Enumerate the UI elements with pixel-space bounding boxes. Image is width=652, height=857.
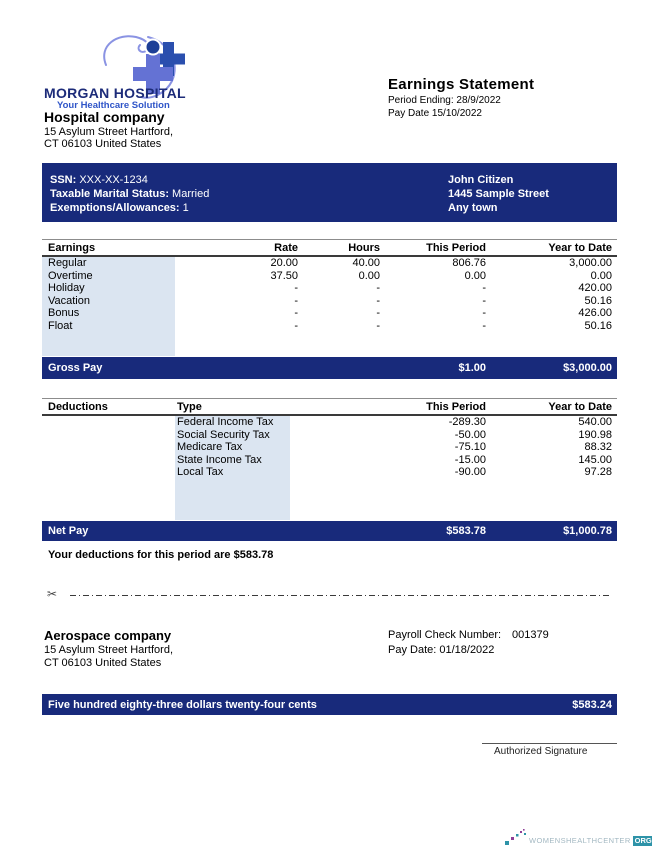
rate-value: - — [294, 307, 298, 319]
rate-value: 20.00 — [270, 257, 298, 269]
spacer — [42, 441, 175, 454]
gross-pay-ytd: $3,000.00 — [563, 362, 612, 374]
hours-value: - — [376, 307, 380, 319]
ytd-value: 0.00 — [590, 269, 612, 282]
spacer — [42, 466, 175, 479]
period-ending: Period Ending: 28/9/2022 — [388, 95, 501, 106]
exemptions-line — [50, 201, 209, 215]
footer-site-text: WOMENSHEALTHCENTER — [529, 836, 631, 845]
check-amount-bar — [42, 694, 617, 715]
pay-date: Pay Date 15/10/2022 — [388, 108, 482, 119]
statement-title: Earnings Statement — [388, 76, 535, 93]
payroll-check-number-value: 001379 — [512, 629, 549, 641]
check-company-name: Aerospace company — [44, 628, 172, 643]
company-address-line1: 15 Asylum Street Hartford, — [44, 126, 173, 138]
ytd-value: 50.16 — [584, 319, 612, 332]
marital-value: Married — [169, 188, 210, 200]
this-period-value: 0.00 — [464, 269, 486, 282]
gross-pay-this-period: $1.00 — [458, 362, 486, 374]
authorized-signature-label: Authorized Signature — [494, 746, 588, 757]
ytd-value: 426.00 — [578, 307, 612, 319]
earnings-table — [42, 239, 617, 356]
statement-header — [388, 76, 534, 119]
ytd-value: 145.00 — [578, 453, 612, 466]
rate-header: Rate — [274, 241, 298, 254]
ytd-value: 50.16 — [584, 294, 612, 307]
employee-tax-info — [50, 173, 209, 215]
exemptions-value: 1 — [179, 202, 189, 214]
table-row — [42, 307, 617, 320]
employee-info-bar — [42, 163, 617, 222]
type-header: Type — [177, 400, 202, 413]
ssn-line — [50, 173, 209, 187]
rate-value: - — [294, 282, 298, 294]
this-period-value: -75.10 — [454, 441, 486, 453]
deduction-type: State Income Tax — [177, 453, 262, 466]
earning-type: Float — [48, 319, 73, 332]
footer-org-badge: ORG — [634, 836, 652, 845]
this-period-value: - — [482, 307, 486, 319]
payroll-check-number-line — [388, 629, 549, 641]
table-row — [42, 416, 617, 429]
this-period-value: -50.00 — [454, 428, 486, 441]
earning-type: Overtime — [48, 269, 93, 282]
table-row — [42, 270, 617, 283]
table-row — [42, 441, 617, 454]
company-name: Hospital company — [44, 109, 165, 125]
ssn-label: SSN: — [50, 174, 77, 186]
check-pay-date: Pay Date: 01/18/2022 — [388, 644, 495, 656]
spacer — [42, 454, 175, 467]
earning-type: Bonus — [48, 307, 80, 319]
hours-value: 0.00 — [358, 269, 380, 282]
this-period-value: - — [482, 294, 486, 307]
deductions-note: Your deductions for this period are $583.78 — [48, 549, 274, 561]
earning-type: Holiday — [48, 282, 85, 294]
scissors-icon: ✂ — [47, 587, 58, 601]
swirl-icon — [104, 36, 149, 65]
ytd-value: 540.00 — [578, 416, 612, 428]
this-period-value: 806.76 — [452, 257, 486, 269]
year-to-date-header: Year to Date — [548, 400, 612, 413]
this-period-value: - — [482, 319, 486, 332]
payroll-check-number-label: Payroll Check Number: — [388, 629, 502, 641]
ytd-value: 3,000.00 — [569, 257, 612, 269]
employee-address1: 1445 Sample Street — [448, 188, 549, 200]
table-row — [42, 466, 617, 479]
table-row — [42, 429, 617, 442]
deduction-type: Social Security Tax — [177, 428, 270, 441]
ssn-value: XXX-XX-1234 — [76, 174, 148, 186]
deduction-type: Local Tax — [177, 466, 224, 478]
deduction-type: Federal Income Tax — [177, 416, 274, 428]
amount-numeric: $583.24 — [572, 698, 612, 711]
employee-address — [448, 173, 549, 215]
cut-here-dashed-line — [70, 595, 610, 596]
ytd-value: 190.98 — [578, 428, 612, 441]
deduction-type: Medicare Tax — [177, 441, 243, 453]
deductions-table-body — [42, 416, 617, 520]
this-period-value: -90.00 — [454, 466, 486, 478]
amount-in-words: Five hundred eighty-three dollars twenty-four cents — [48, 698, 317, 711]
hours-value: 40.00 — [352, 257, 380, 269]
this-period-value: -15.00 — [454, 453, 486, 466]
check-company-address-line1: 15 Asylum Street Hartford, — [44, 644, 173, 656]
gross-pay-bar — [42, 357, 617, 379]
ytd-value: 97.28 — [584, 466, 612, 478]
table-row — [42, 320, 617, 333]
deductions-header-label: Deductions — [48, 400, 108, 413]
net-pay-bar — [42, 521, 617, 541]
year-to-date-header: Year to Date — [548, 241, 612, 254]
hours-value: - — [376, 282, 380, 294]
this-period-value: - — [482, 282, 486, 294]
employee-address2: Any town — [448, 202, 498, 214]
rate-value: - — [294, 319, 298, 332]
circle-icon — [146, 40, 161, 55]
exemptions-label: Exemptions/Allowances: — [50, 202, 180, 214]
earnings-header-label: Earnings — [48, 241, 96, 254]
net-pay-label: Net Pay — [48, 525, 89, 537]
table-row — [42, 295, 617, 308]
table-row — [42, 257, 617, 270]
net-pay-this-period: $583.78 — [446, 525, 486, 537]
earnings-table-body — [42, 257, 617, 356]
this-period-header: This Period — [426, 400, 486, 413]
signature-line — [482, 743, 617, 744]
spacer — [42, 429, 175, 442]
table-row — [42, 454, 617, 467]
deductions-table — [42, 398, 617, 520]
ytd-value: 420.00 — [578, 282, 612, 294]
check-company-address-line2: CT 06103 United States — [44, 657, 162, 669]
spacer — [42, 416, 175, 429]
earning-type: Regular — [48, 257, 87, 269]
this-period-value: -289.30 — [448, 416, 486, 428]
company-address-line2: CT 06103 United States — [44, 138, 162, 150]
earning-type: Vacation — [48, 294, 90, 307]
hours-header: Hours — [348, 241, 380, 254]
rate-value: - — [294, 294, 298, 307]
logo-name: MORGAN HOSPITAL — [44, 85, 186, 101]
dots-logo-icon — [505, 829, 527, 846]
deductions-table-header — [42, 398, 617, 416]
logo-tagline: Your Healthcare Solution — [57, 100, 170, 111]
marital-line — [50, 187, 209, 201]
hours-value: - — [376, 319, 380, 332]
hours-value: - — [376, 294, 380, 307]
rate-value: 37.50 — [270, 269, 298, 282]
table-row — [42, 282, 617, 295]
net-pay-ytd: $1,000.78 — [563, 525, 612, 537]
footer-watermark — [505, 829, 652, 846]
marital-label: Taxable Marital Status: — [50, 188, 169, 200]
ytd-value: 88.32 — [584, 441, 612, 453]
gross-pay-label: Gross Pay — [48, 362, 103, 374]
payroll-check-info — [388, 629, 549, 656]
earnings-table-header — [42, 239, 617, 257]
employee-name: John Citizen — [448, 174, 514, 186]
this-period-header: This Period — [426, 241, 486, 254]
